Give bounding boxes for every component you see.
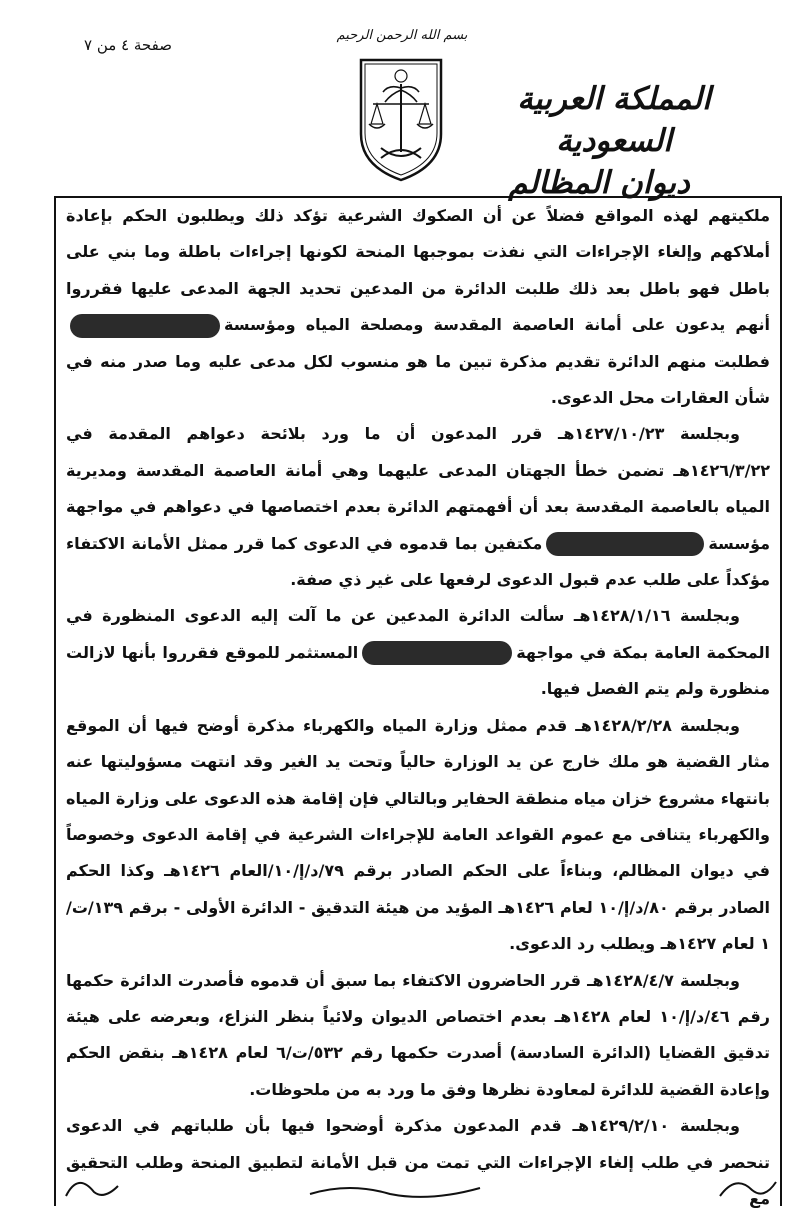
redaction-mark bbox=[70, 314, 220, 338]
header-title-block bbox=[464, 78, 764, 204]
signature-scribbles bbox=[60, 1168, 780, 1200]
paragraph-4: وبجلسة ١٤٢٨/٢/٢٨هـ قدم ممثل وزارة المياه والكهرباء مذكرة أوضح فيها أن الموقع مثار القضية هو ملك خارج عن يد الوزارة حالياً وتحت يد الغير وقد انتهت مسؤوليتها عنه بانتهاء مشروع خزان مياه منطقة الحفاير وبالتالي فإن إقامة هذه الدعوى على وزارة المياه والكهرباء يتنافى مع عموم القواعد العامة للإجراءات الشرعية في إقامة الدعوى وخصوصاً في ديوان المظالم، وبناءاً على الحكم الصادر برقم ٧٩/د/إ/١٠/العام ١٤٢٦هـ وكذا الحكم الصادر برقم ٨٠/د/إ/١٠ لعام ١٤٢٦هـ المؤيد من هيئة التدقيق - الدائرة الأولى - برقم ١٣٩/ت/١ لعام ١٤٢٧هـ ويطلب رد الدعوى. bbox=[66, 715, 770, 954]
paragraph-6: وبجلسة ١٤٢٩/٢/١٠هـ قدم المدعون مذكرة أوضحوا فيها بأن طلباتهم في الدعوى تنحصر في طلب إلغاء الإجراءات التي تمت من قبل الأمانة لتطبيق المنحة وطلب التحقيق مع bbox=[66, 1116, 770, 1208]
paragraph-2 bbox=[60, 416, 776, 598]
redaction-mark bbox=[362, 641, 512, 665]
diwan-title: ديوان المظالم bbox=[508, 165, 690, 201]
paragraph-1 bbox=[60, 198, 776, 416]
kingdom-title: المملكة العربية السعودية bbox=[517, 81, 711, 159]
basmala: بسم الله الرحمن الرحيم bbox=[336, 28, 468, 43]
page-number: صفحة ٤ من ٧ bbox=[84, 36, 172, 54]
redaction-mark bbox=[546, 532, 704, 556]
paragraph-1-text-a: ملكيتهم لهذه المواقع فضلاً عن أن الصكوك الشرعية تؤكد ذلك ويطلبون الحكم بإعادة أملاكهم وإلغاء الإجراءات التي نفذت بموجبها المنحة لكونها إجراءات باطلة وما بني على باطل فهو باطل بعد ذلك طلبت الدائرة من المدعين تحديد الجهة المدعى عليها فقرروا أنهم يدعون على أمانة العاصمة المقدسة ومصلحة المياه ومؤسسة bbox=[66, 206, 770, 335]
board-of-grievances-emblem bbox=[355, 54, 447, 184]
paragraph-3-text-b: المستثمر للموقع فقرروا بأنها لازالت منظورة ولم يتم الفصل فيها. bbox=[66, 642, 770, 699]
paragraph-5: وبجلسة ١٤٢٨/٤/٧هـ قرر الحاضرون الاكتفاء بما سبق أن قدموه فأصدرت الدائرة حكمها رقم ٤٦/د/إ/١٠ لعام ١٤٢٨هـ بعدم اختصاص الديوان ولائياً بنظر النزاع، وبعرضه على هيئة تدقيق القضايا (الدائرة السادسة) أصدرت حكمها رقم ٥٣٢/ت/٦ لعام ١٤٢٨هـ بنقض الحكم وإعادة القضية للدائرة لمعاودة نظرها وفق ما ورد به من ملحوظات. bbox=[66, 970, 770, 1099]
paragraph-1-text-b: فطلبت منهم الدائرة تقديم مذكرة تبين ما هو منسوب لكل مدعى عليه وما صدر منه في شأن العقارات محل الدعوى. bbox=[66, 351, 770, 408]
paragraph-2-text-b: مكتفين بما قدموه في الدعوى كما قرر ممثل الأمانة الاكتفاء مؤكداً على طلب عدم قبول الدعوى لرفعها على غير ذي صفة. bbox=[66, 533, 770, 590]
document-body bbox=[60, 198, 776, 1217]
paragraph-2-text-a: وبجلسة ١٤٢٧/١٠/٢٣هـ قرر المدعون أن ما ورد بلائحة دعواهم المقدمة في ١٤٢٦/٣/٢٢هـ تضمن خطأ الجهتان المدعى عليهما وهي أمانة العاصمة المقدسة ومديرية المياه بالعاصمة المقدسة بعد أن أفهمتهم الدائرة بعدم اختصاصها في دعواهم في مواجهة مؤسسة bbox=[66, 424, 770, 553]
paragraph-3-text-a: وبجلسة ١٤٢٨/١/١٦هـ سألت الدائرة المدعين عن ما آلت إليه الدعوى المنظورة في المحكمة العامة بمكة في مواجهة bbox=[66, 606, 770, 662]
paragraph-3 bbox=[60, 598, 776, 707]
